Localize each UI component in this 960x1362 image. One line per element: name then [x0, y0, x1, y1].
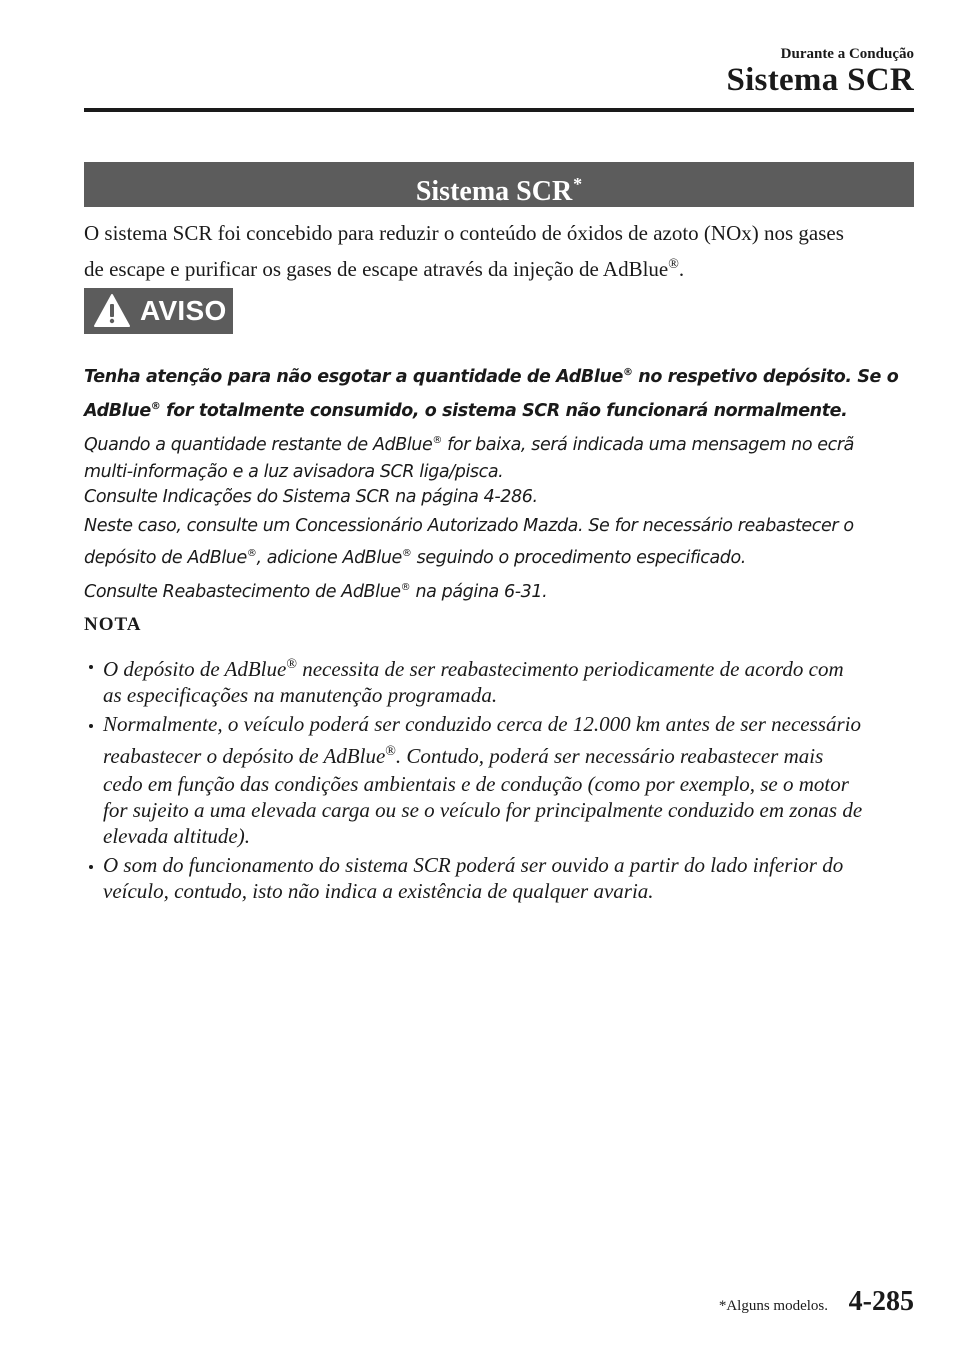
intro-paragraph — [84, 218, 914, 285]
warning-bold-line-1 — [84, 358, 924, 392]
warning-triangle-icon — [92, 291, 132, 331]
warning-reference-1: Consulte Indicações do Sistema SCR na página 4-286. — [84, 487, 538, 507]
warning-text: AdBlue — [84, 401, 151, 421]
note-list — [84, 652, 916, 904]
note-line: veículo, contudo, isto não indica a existência de qualquer avaria. — [103, 879, 654, 903]
warning-content — [84, 358, 924, 607]
registered-mark: ® — [622, 367, 633, 378]
note-text: . Contudo, poderá ser necessário reabastecer mais — [395, 744, 824, 768]
intro-line-2: de escape e purificar os gases de escape através da injeção de AdBlue — [84, 257, 669, 281]
intro-end: . — [678, 257, 685, 281]
warning-line-6: Neste caso, consulte um Concessionário Autorizado Mazda. Se for necessário reabastecer o — [84, 516, 854, 536]
registered-mark: ® — [246, 548, 257, 559]
chapter-title: Sistema SCR — [726, 62, 914, 98]
note-heading: NOTA — [84, 614, 142, 635]
registered-mark: ® — [385, 744, 396, 759]
registered-mark: ® — [432, 435, 442, 446]
warning-line-4: multi-informação e a luz avisadora SCR liga/pisca. — [84, 462, 504, 482]
warning-label — [84, 288, 233, 334]
warning-reference-2 — [84, 573, 924, 607]
note-line: cedo em função das condições ambientais e de condução (como por exemplo, se o motor — [103, 772, 849, 796]
footnote: *Alguns modelos. — [718, 1298, 828, 1314]
warning-text: for totalmente consumido, o sistema SCR não funcionará normalmente. — [160, 401, 848, 421]
note-line: elevada altitude). — [103, 824, 250, 848]
warning-text: Tenha atenção para não esgotar a quantidade de AdBlue — [84, 367, 623, 387]
warning-text: for baixa, será indicada uma mensagem no ecrã — [441, 435, 855, 455]
note-line — [103, 737, 916, 771]
registered-mark: ® — [400, 582, 411, 593]
header-divider — [84, 108, 914, 112]
registered-mark: ® — [150, 401, 161, 412]
note-text: reabastecer o depósito de AdBlue — [103, 744, 386, 768]
warning-text: Consulte Reabastecimento de AdBlue — [84, 582, 401, 602]
note-item — [84, 711, 916, 849]
banner-title: Sistema SCR — [415, 176, 573, 207]
registered-mark: ® — [286, 657, 297, 672]
section-header: Durante a Condução — [780, 46, 914, 62]
intro-line-1: O sistema SCR foi concebido para reduzir o conteúdo de óxidos de azoto (NOx) nos gases — [84, 221, 844, 245]
warning-text: na página 6-31. — [410, 582, 548, 602]
note-text: necessita de ser reabastecimento periodicamente de acordo com — [296, 657, 844, 681]
warning-text: seguindo o procedimento especificado. — [411, 548, 746, 568]
section-banner — [84, 162, 914, 207]
warning-bold-line-2 — [84, 392, 924, 426]
note-line: Normalmente, o veículo poderá ser conduzido cerca de 12.000 km antes de ser necessário — [103, 712, 861, 736]
warning-text: , adicione AdBlue — [256, 548, 402, 568]
note-text: O depósito de AdBlue — [103, 657, 287, 681]
registered-mark: ® — [401, 548, 412, 559]
note-line — [103, 652, 916, 682]
note-line: O som do funcionamento do sistema SCR poderá ser ouvido a partir do lado inferior do — [103, 853, 844, 877]
warning-line-3 — [84, 426, 924, 460]
note-line: for sujeito a uma elevada carga ou se o veículo for principalmente conduzido em zonas de — [103, 798, 863, 822]
note-item — [84, 652, 916, 708]
warning-text: depósito de AdBlue — [84, 548, 247, 568]
warning-line-7 — [84, 539, 924, 573]
note-line: as especificações na manutenção programada. — [103, 683, 498, 707]
warning-text: Quando a quantidade restante de AdBlue — [84, 435, 433, 455]
note-item — [84, 852, 916, 904]
warning-label-text: AVISO — [140, 295, 227, 326]
optional-feature-asterisk: * — [573, 174, 583, 194]
page-number: 4-285 — [848, 1286, 914, 1317]
registered-mark: ® — [668, 257, 679, 272]
warning-text: no respetivo depósito. Se o — [632, 367, 899, 387]
